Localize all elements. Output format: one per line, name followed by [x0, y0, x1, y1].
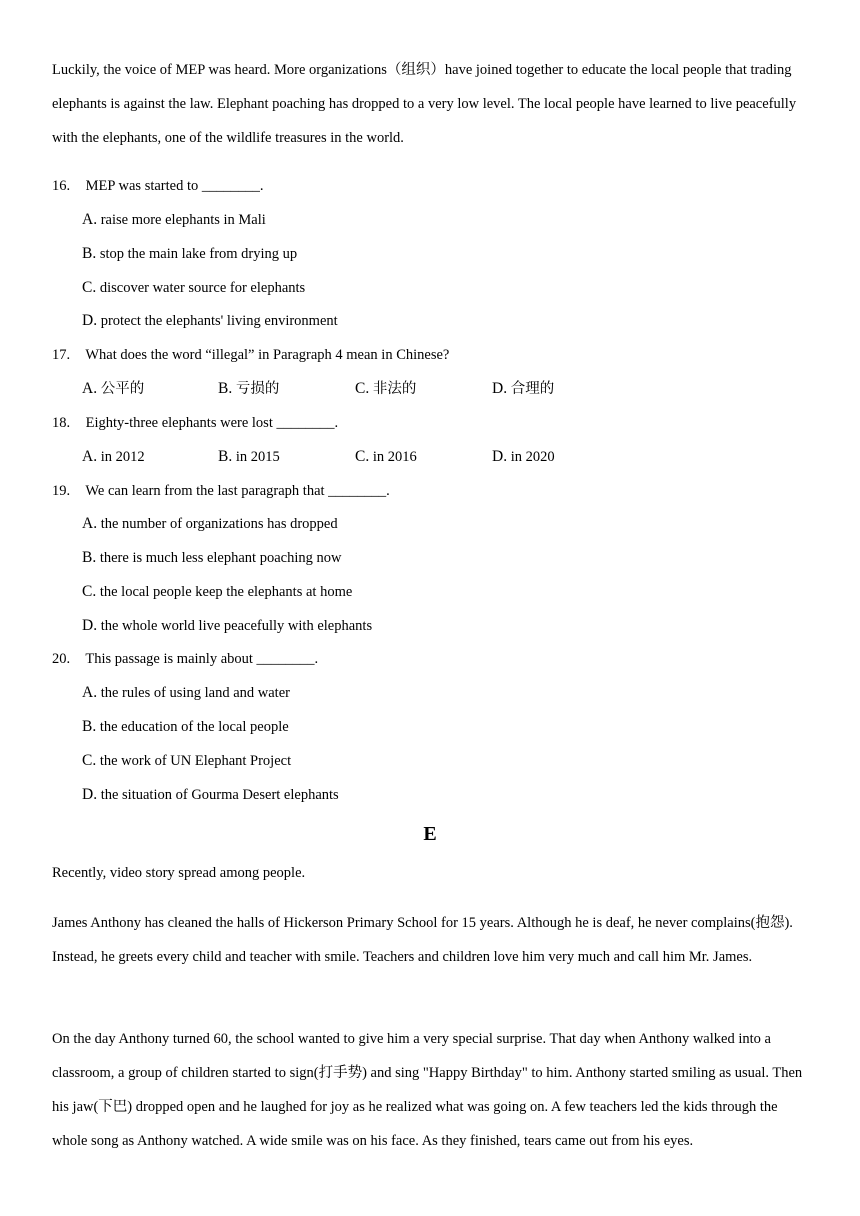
option-letter: B.	[82, 718, 97, 735]
option-letter: B.	[82, 245, 97, 262]
option-text: in 2020	[510, 449, 555, 465]
option-text: 非法的	[372, 381, 417, 397]
option-text: in 2012	[100, 449, 145, 465]
option-d	[82, 609, 372, 643]
section-e-paragraph-1: Recently, video story spread among people.	[52, 865, 306, 881]
option-letter: A.	[82, 684, 98, 701]
option-d	[492, 440, 555, 474]
question-stem: This passage is mainly about ________.	[85, 651, 319, 667]
option-letter: D.	[82, 312, 98, 329]
question-stem: MEP was started to ________.	[85, 178, 264, 194]
option-a	[82, 676, 290, 710]
option-b	[82, 541, 341, 575]
option-letter: A.	[82, 515, 98, 532]
option-c	[82, 575, 352, 609]
option-d	[82, 778, 339, 812]
option-text: the situation of Gourma Desert elephants	[100, 787, 339, 803]
option-letter: D.	[82, 617, 98, 634]
option-text: in 2015	[235, 449, 280, 465]
option-text: the local people keep the elephants at home	[99, 584, 353, 600]
option-letter: C.	[82, 279, 97, 296]
option-d	[82, 304, 338, 338]
option-text: there is much less elephant poaching now	[99, 550, 342, 566]
option-c	[82, 271, 305, 305]
passage-d-closing-paragraph: Luckily, the voice of MEP was heard. More organizations（组织）have joined together to educate the local people that trading elephants is against the law. Elephant poaching has dropped to a very low level. The local people have learned to live peacefully with the elephants, one of the wildlife treasures in the world.	[52, 62, 797, 146]
option-letter: B.	[218, 380, 233, 397]
question-stem: Eighty-three elephants were lost ________.	[85, 415, 339, 431]
question-17	[52, 338, 449, 372]
option-b	[82, 710, 289, 744]
option-a	[82, 372, 144, 406]
option-text: stop the main lake from drying up	[99, 246, 298, 262]
option-b	[218, 440, 280, 474]
option-letter: D.	[492, 448, 508, 465]
option-text: the number of organizations has dropped	[100, 516, 338, 532]
option-a	[82, 440, 145, 474]
option-c	[355, 372, 416, 406]
option-b	[82, 237, 297, 271]
question-20	[52, 642, 318, 676]
option-a	[82, 507, 338, 541]
option-letter: C.	[355, 380, 370, 397]
option-letter: A.	[82, 380, 98, 397]
option-text: the whole world live peacefully with elephants	[100, 618, 373, 634]
option-letter: C.	[82, 752, 97, 769]
question-number: 20.	[52, 651, 71, 667]
option-text: the work of UN Elephant Project	[99, 753, 292, 769]
option-letter: A.	[82, 211, 98, 228]
question-stem: What does the word “illegal” in Paragraph 4 mean in Chinese?	[85, 347, 450, 363]
option-text: in 2016	[372, 449, 417, 465]
question-number: 17.	[52, 347, 71, 363]
section-e-paragraph-2: James Anthony has cleaned the halls of Hickerson Primary School for 15 years. Although he is deaf, he never complains(抱怨). Instead, he greets every child and teacher with smile. Teachers and children love him very much and call him Mr. James.	[52, 915, 793, 965]
option-c	[82, 744, 291, 778]
option-a	[82, 203, 266, 237]
option-text: the education of the local people	[99, 719, 289, 735]
option-text: raise more elephants in Mali	[100, 212, 266, 228]
option-letter: B.	[82, 549, 97, 566]
question-stem: We can learn from the last paragraph that ________.	[85, 483, 390, 499]
section-e-paragraph-3: On the day Anthony turned 60, the school wanted to give him a very special surprise. That day when Anthony walked into a classroom, a group of children started to sign(打手势) and sing "Happy Birthday" to him. Anthony started smiling as usual. Then his jaw(下巴) dropped open and he laughed for joy as he realized what was going on. A few teachers led the kids through the whole song as Anthony watched. A wide smile was on his face. As they finished, tears came out from his eyes.	[52, 1031, 803, 1149]
option-text: protect the elephants' living environment	[100, 313, 338, 329]
option-text: 亏损的	[235, 381, 280, 397]
option-text: discover water source for elephants	[99, 280, 306, 296]
option-c	[355, 440, 417, 474]
option-letter: C.	[82, 583, 97, 600]
option-text: the rules of using land and water	[100, 685, 290, 701]
option-text: 公平的	[100, 381, 145, 397]
option-letter: D.	[492, 380, 508, 397]
question-19	[52, 474, 390, 508]
question-number: 18.	[52, 415, 71, 431]
question-number: 19.	[52, 483, 71, 499]
question-16	[52, 169, 264, 203]
option-text: 合理的	[510, 381, 555, 397]
option-d	[492, 372, 554, 406]
question-number: 16.	[52, 178, 71, 194]
option-letter: B.	[218, 448, 233, 465]
option-letter: A.	[82, 448, 98, 465]
question-18	[52, 406, 338, 440]
option-letter: D.	[82, 786, 98, 803]
option-letter: C.	[355, 448, 370, 465]
section-e-heading: E	[423, 823, 437, 845]
option-b	[218, 372, 279, 406]
